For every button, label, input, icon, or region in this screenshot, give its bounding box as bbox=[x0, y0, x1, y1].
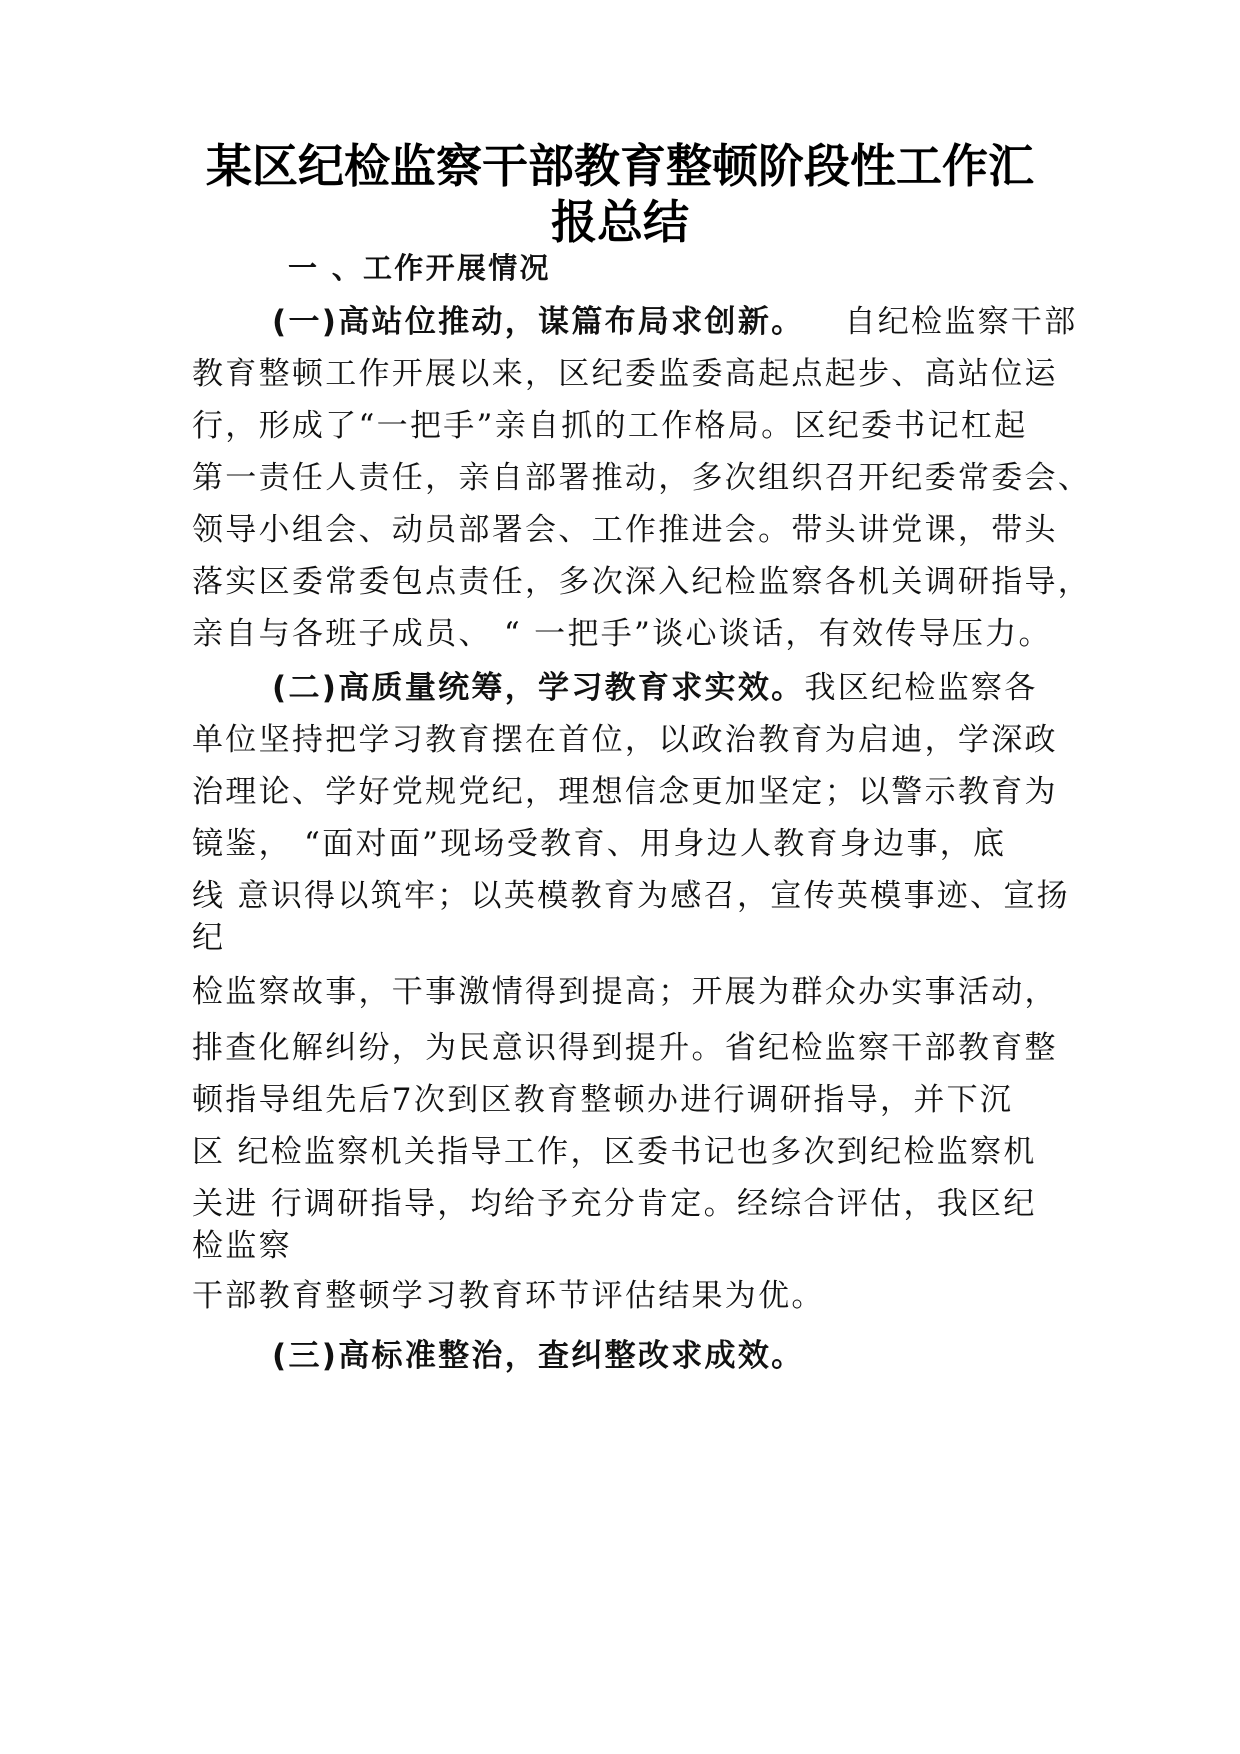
paragraph-2-lead: (二)高质量统筹，学习教育求实效。 bbox=[272, 670, 805, 706]
paragraph-2-line: 干部教育整顿学习教育环节评估结果为优。 bbox=[192, 1278, 825, 1314]
paragraph-1-line: 教育整顿工作开展以来，区纪委监委高起点起步、高站位运 bbox=[192, 356, 1058, 392]
document-title-line-1: 某区纪检监察干部教育整顿阶段性工作汇 bbox=[206, 139, 1034, 193]
paragraph-1-lead: (一)高站位推动，谋篇布局求创新。 bbox=[272, 304, 805, 340]
paragraph-1-line: 第一责任人责任，亲自部署推动，多次组织召开纪委常委会、 bbox=[192, 460, 1092, 496]
paragraph-2-line: 检监察故事，干事激情得到提高；开展为群众办实事活动， bbox=[192, 974, 1058, 1010]
paragraph-2-line: 治理论、学好党规党纪，理想信念更加坚定；以警示教育为 bbox=[192, 774, 1058, 810]
paragraph-1-line: 亲自与各班子成员、 “ 一把手”谈心谈话，有效传导压力。 bbox=[192, 616, 1052, 652]
paragraph-2-line-1 bbox=[272, 668, 1038, 708]
paragraph-2-line: 镜鉴， “面对面”现场受教育、用身边人教育身边事，底 bbox=[192, 826, 1007, 862]
paragraph-1-line: 行，形成了“一把手”亲自抓的工作格局。区纪委书记杠起 bbox=[192, 408, 1028, 444]
paragraph-2-line: 区 纪检监察机关指导工作，区委书记也多次到纪检监察机 bbox=[192, 1134, 1037, 1170]
paragraph-2-line: 检监察 bbox=[192, 1228, 292, 1264]
paragraph-3-lead: (三)高标准整治，查纠整改求成效。 bbox=[272, 1338, 805, 1374]
paragraph-2-text: 我区纪检监察各 bbox=[804, 670, 1038, 706]
paragraph-2-line: 线 意识得以筑牢；以英模教育为感召，宣传英模事迹、宣扬 bbox=[192, 878, 1070, 914]
paragraph-2-line: 排查化解纠纷，为民意识得到提升。省纪检监察干部教育整 bbox=[192, 1030, 1058, 1066]
paragraph-1-text: 自纪检监察干部 bbox=[844, 304, 1078, 340]
paragraph-2-line: 顿指导组先后7次到区教育整顿办进行调研指导，并下沉 bbox=[192, 1082, 1014, 1118]
paragraph-1-line: 落实区委常委包点责任，多次深入纪检监察各机关调研指导， bbox=[192, 564, 1092, 600]
paragraph-2-line: 单位坚持把学习教育摆在首位，以政治教育为启迪，学深政 bbox=[192, 722, 1058, 758]
section-heading: 一 、工作开展情况 bbox=[288, 251, 551, 285]
paragraph-1-line-1 bbox=[272, 302, 1078, 342]
paragraph-2-line: 纪 bbox=[192, 920, 226, 956]
document-title-line-2: 报总结 bbox=[551, 195, 689, 249]
paragraph-2-line: 关进 行调研指导，均给予充分肯定。经综合评估，我区纪 bbox=[192, 1186, 1037, 1222]
paragraph-1-line: 领导小组会、动员部署会、工作推进会。带头讲党课，带头 bbox=[192, 512, 1058, 548]
